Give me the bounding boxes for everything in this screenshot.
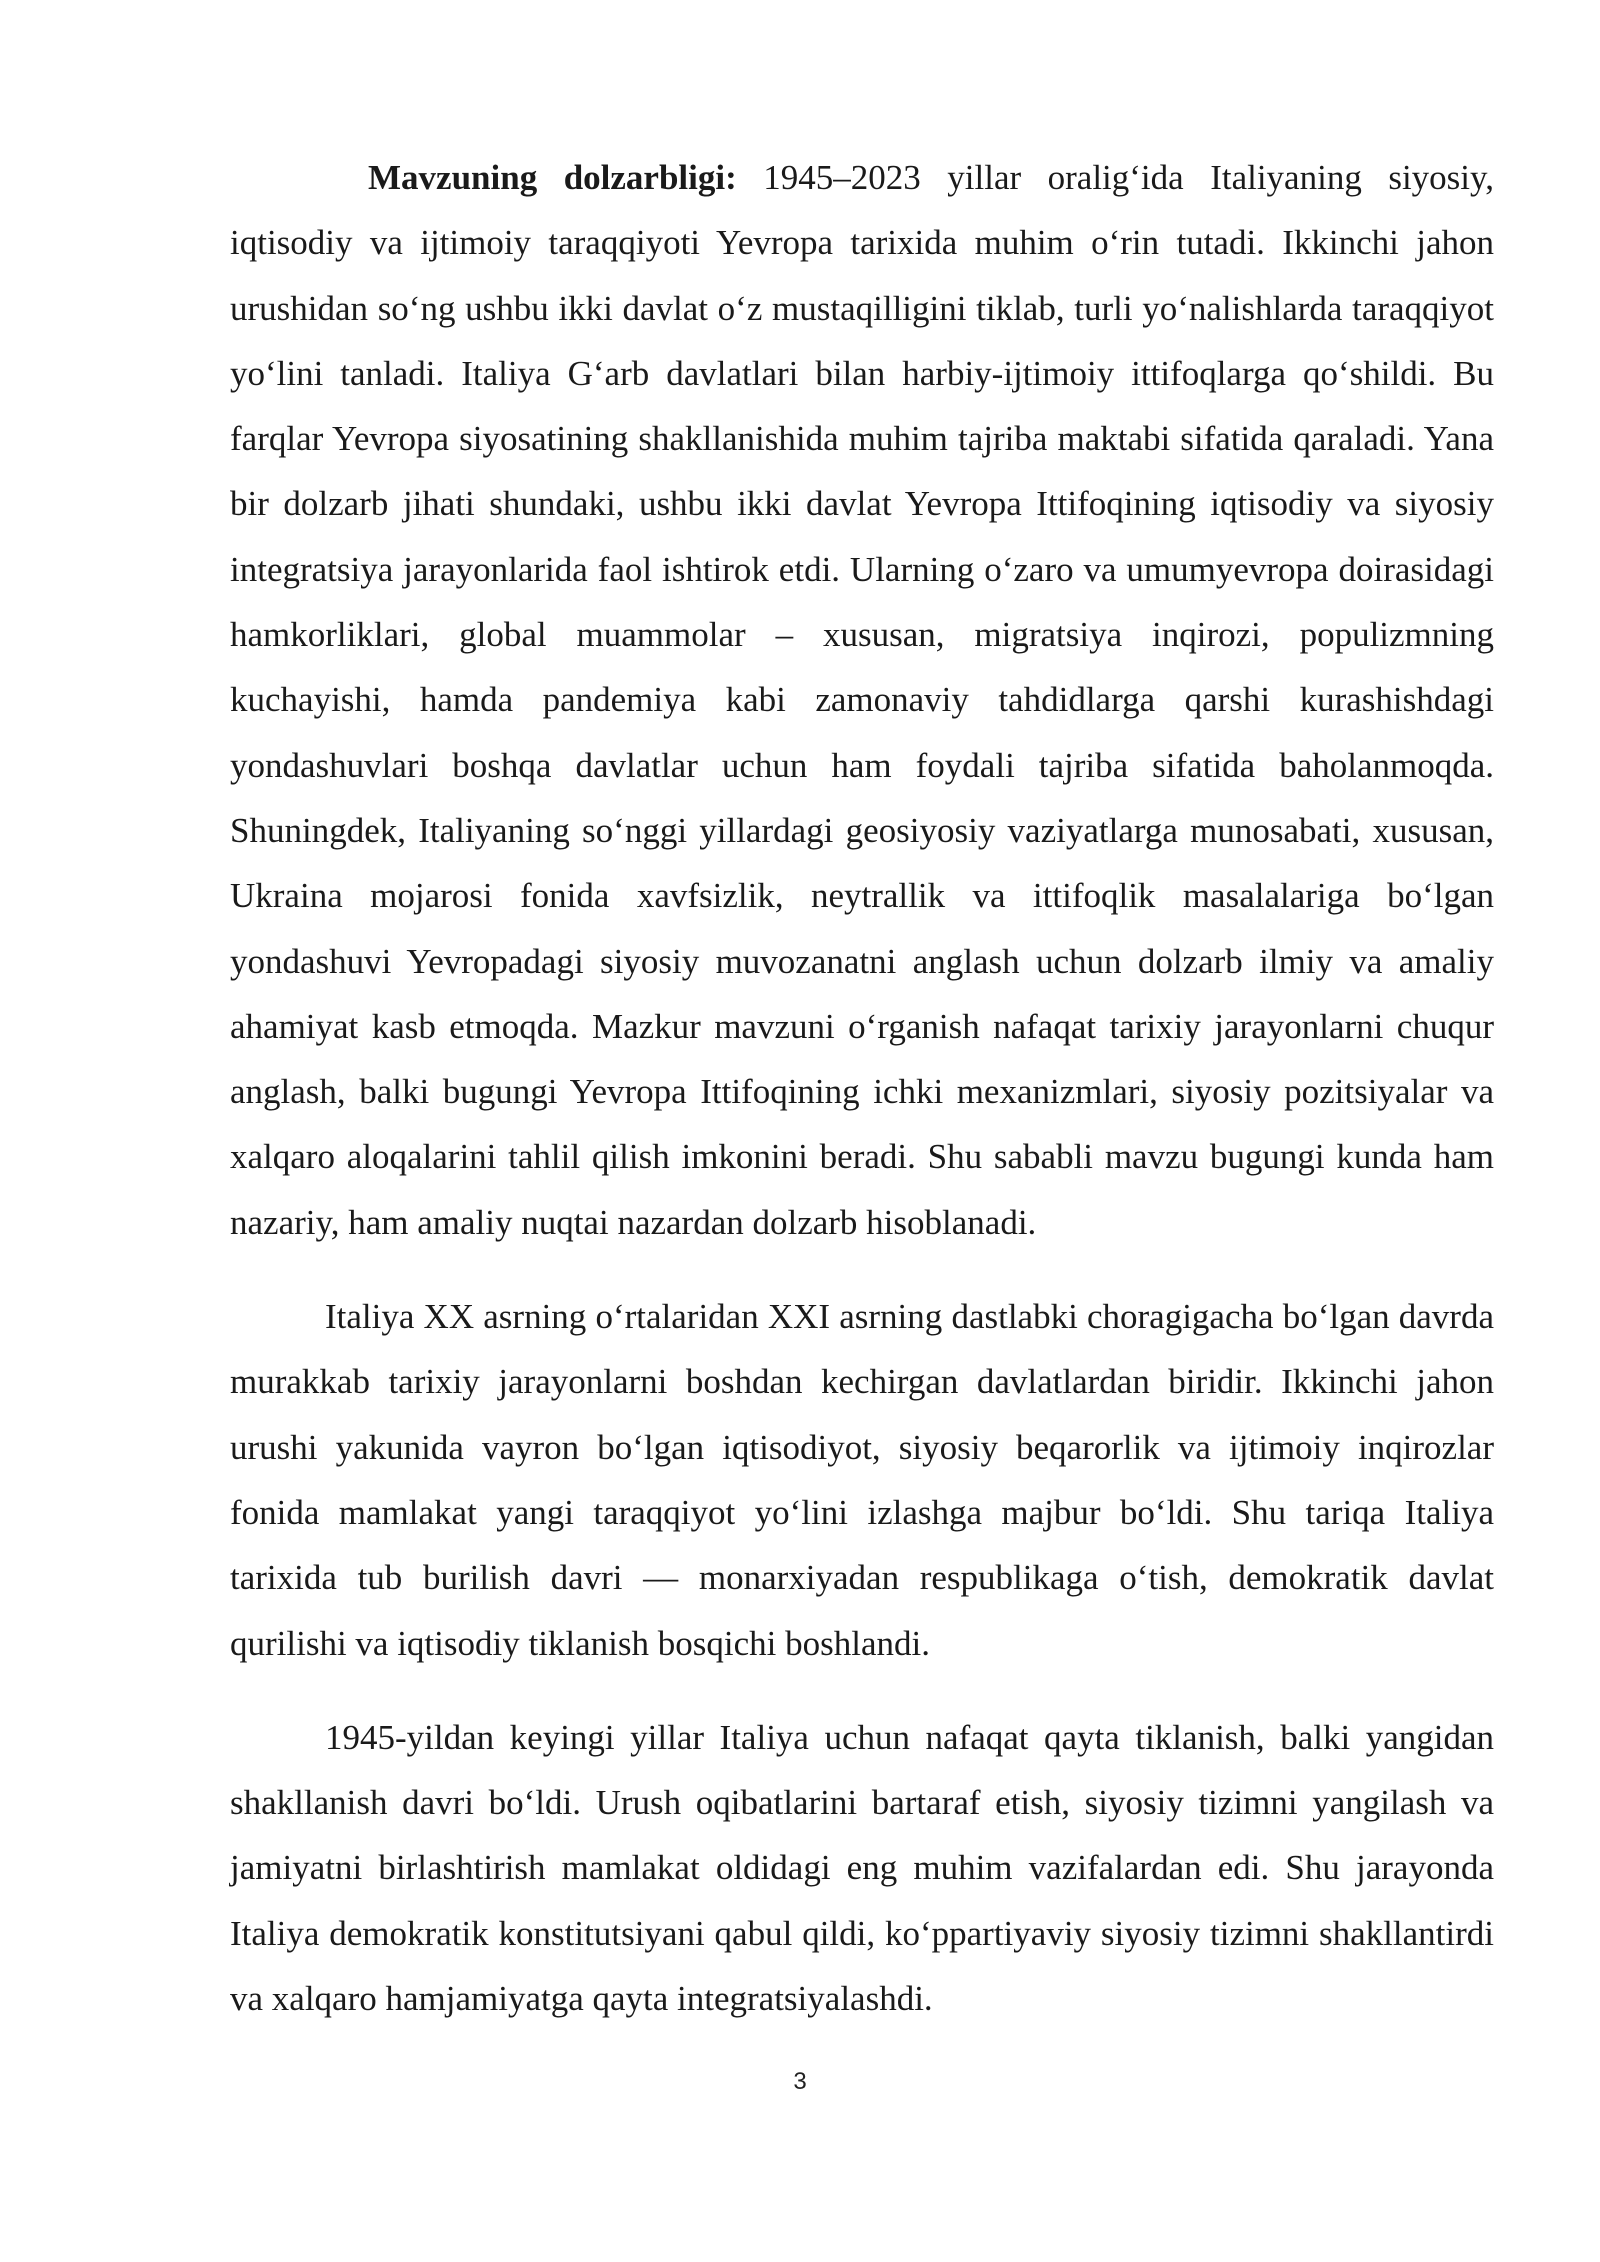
- paragraph-italy-history: Italiya XX asrning o‘rtalaridan XXI asrning dastlabki choragigacha bo‘lgan davrda murakkab tarixiy jarayonlarni boshdan kechirgan davlatlardan biridir. Ikkinchi jahon urushi yakunida vayron bo‘lgan iqtisodiyot, siyosiy beqarorlik va ijtimoiy inqirozlar fonida mamlakat yangi taraqqiyot yo‘lini izlashga majbur bo‘ldi. Shu tariqa Italiya tarixida tub burilish davri — monarxiyadan respublikaga o‘tish, demokratik davlat qurilishi va iqtisodiy tiklanish bosqichi boshlandi.: [230, 1297, 1494, 1663]
- page-number: 3: [793, 2068, 807, 2095]
- paragraph-relevance: [230, 145, 1494, 1255]
- document-body: [230, 145, 1494, 2031]
- paragraph-post-1945: 1945-yildan keyingi yillar Italiya uchun nafaqat qayta tiklanish, balki yangidan shakllanish davri bo‘ldi. Urush oqibatlarini bartaraf etish, siyosiy tizimni yangilash va jamiyatni birlashtirish mamlakat oldidagi eng muhim vazifalardan edi. Shu jarayonda Italiya demokratik konstitutsiyani qabul qildi, ko‘ppartiyaviy siyosiy tizimni shakllantirdi va xalqaro hamjamiyatga qayta integratsiyalashdi.: [230, 1717, 1494, 2019]
- paragraph-lead-heading: Mavzuning dolzarbligi:: [368, 158, 737, 197]
- paragraph-text: 1945–2023 yillar oralig‘ida Italiyaning siyosiy, iqtisodiy va ijtimoiy taraqqiyoti Yevropa tarixida muhim o‘rin tutadi. Ikkinchi jahon urushidan so‘ng ushbu ikki davlat o‘z mustaqilligini tiklab, turli yo‘nalishlarda taraqqiyot yo‘lini tanladi. Italiya G‘arb davlatlari bilan harbiy-ijtimoiy ittifoqlarga qo‘shildi. Bu farqlar Yevropa siyosatining shakllanishida muhim tajriba maktabi sifatida qaraladi. Yana bir dolzarb jihati shundaki, ushbu ikki davlat Yevropa Ittifoqining iqtisodiy va siyosiy integratsiya jarayonlarida faol ishtirok etdi. Ularning o‘zaro va umumyevropa doirasidagi hamkorliklari, global muammolar – xususan, migratsiya inqirozi, populizmning kuchayishi, hamda pandemiya kabi zamonaviy tahdidlarga qarshi kurashishdagi yondashuvlari boshqa davlatlar uchun ham foydali tajriba sifatida baholanmoqda. Shuningdek, Italiyaning so‘nggi yillardagi geosiyosiy vaziyatlarga munosabati, xususan, Ukraina mojarosi fonida xavfsizlik, neytrallik va ittifoqlik masalalariga bo‘lgan yondashuvi Yevropadagi siyosiy muvozanatni anglash uchun dolzarb ilmiy va amaliy ahamiyat kasb etmoqda. Mazkur mavzuni o‘rganish nafaqat tarixiy jarayonlarni chuqur anglash, balki bugungi Yevropa Ittifoqining ichki mexanizmlari, siyosiy pozitsiyalar va xalqaro aloqalarini tahlil qilish imkonini beradi. Shu sababli mavzu bugungi kunda ham nazariy, ham amaliy nuqtai nazardan dolzarb hisoblanadi.: [230, 158, 1494, 1242]
